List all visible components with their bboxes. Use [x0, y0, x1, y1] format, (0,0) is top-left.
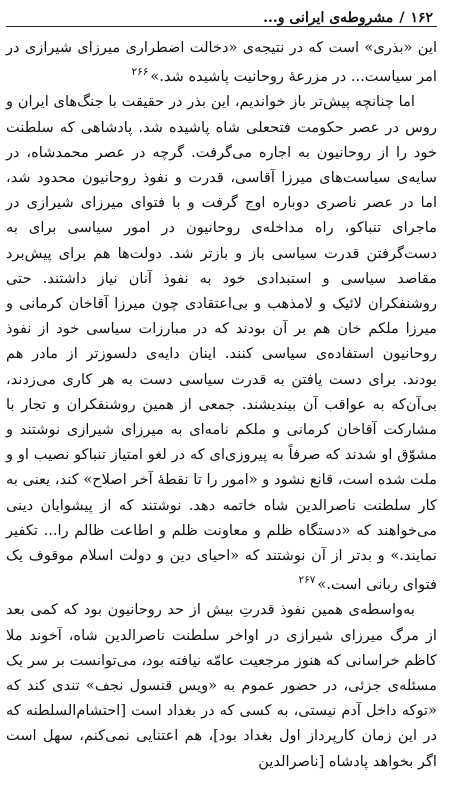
- running-header: [6, 2, 437, 27]
- paragraph: [6, 35, 437, 89]
- footnote-marker[interactable]: ۲۶۷: [298, 574, 316, 587]
- header-separator: /: [399, 10, 405, 26]
- paragraph-text: این «بذری» است که در نتیجه‌ی «دخالت اضطراری میرزای شیرازی در امر سیاست... در مزرعهٔ روحانیت پاشیده شد.»: [6, 39, 437, 86]
- page-number: ۱۶۲: [410, 10, 433, 26]
- running-title: مشروطه‌ی ایرانی و...: [263, 10, 394, 26]
- paragraph-text: به‌واسطه‌ی همین نفوذ قدرتِ بیش از حد روحانیون بود که کمی بعد از مرگ میرزای شیرازی در اواخر سلطنت ناصرالدین شاه، آخوند ملا کاظم خراسانی که هنوز مرجعیت عامّه نیافته بود، می‌توانست بر سر یک مسئله‌ی جزئی، در حضور عموم به «ویس قنسول نجف» تندی کند که «توکه داخل آدم نیستی، به کسی که در بغداد است [احتشام‌السلطنه که در این زمان کارپرداز اول بغداد بود]، هم اعتنایی نمی‌کنم، سهل است اگر بخواهد پادشاه [ناصرالدین: [6, 601, 437, 770]
- footnote-marker[interactable]: ۲۶۶: [131, 66, 149, 79]
- paragraph: [6, 597, 437, 773]
- paragraph-text: اما چنانچه پیش‌تر باز خواندیم، این بذر در حقیقت با جنگ‌های ایران و روس در عصر حکومت فتحعلی شاه پاشیده شد. پادشاهی که سلطنت خود را از روحانیون به اجاره می‌گرفت. گرچه در عصر محمدشاه، در سایه‌ی سیاست‌های میرزا آقاسی، قدرت و نفوذ روحانیون محدود شد، اما در عصر ناصری دوباره اوج گرفت و با فتوای میرزای شیرازی در ماجرای تنباکو، راه مداخله‌ی روحانیون در امور سیاسی برای به دست‌گرفتن قدرت سیاسی باز و بازتر شد. دولت‌ها هم برای پیش‌برد مقاصد سیاسی و استبدادی خود به نفوذ آنان نیاز داشتند. حتی روشنفکران لائیک و لامذهب و بی‌اعتقادی چون میرزا آقاخان کرمانی و میرزا ملکم خان هم بر آن بودند که در مبارزات سیاسی خود از نفوذ روحانیون استفاده‌ی سیاسی کنند. اینان دایه‌ی دلسوزتر از مادر هم بودند. برای دست یافتن به قدرت سیاسی دست به هر کاری می‌زدند، بی‌آن‌که به عواقب آن بیندیشند. جمعی از همین روشنفکران و تجار با مشارکت آقاخان کرمانی و ملکم نامه‌ای به میرزای شیرازی نوشتند و مشوّق او شدند که صرفاً به پیروزی‌ای که در لغو امتیاز تنباکو نصیب او و ملت شده است، قانع نشود و «امور را تا نقطهٔ آخر اصلاح» کند، یعنی به کار سلطنت ناصرالدین شاه خاتمه دهد. نوشتند که از پیشوایان دینی می‌خواهند که «دستگاه ظلم و معاونت ظلم و اطاعت ظالم را... تکفیر نمایند.» و بدتر از آن نوشتند که «احیای دین و دولت اسلام موقوف یک فتوای ربانی است.»: [6, 93, 437, 594]
- paragraph: [6, 89, 437, 597]
- body-text: [6, 35, 437, 774]
